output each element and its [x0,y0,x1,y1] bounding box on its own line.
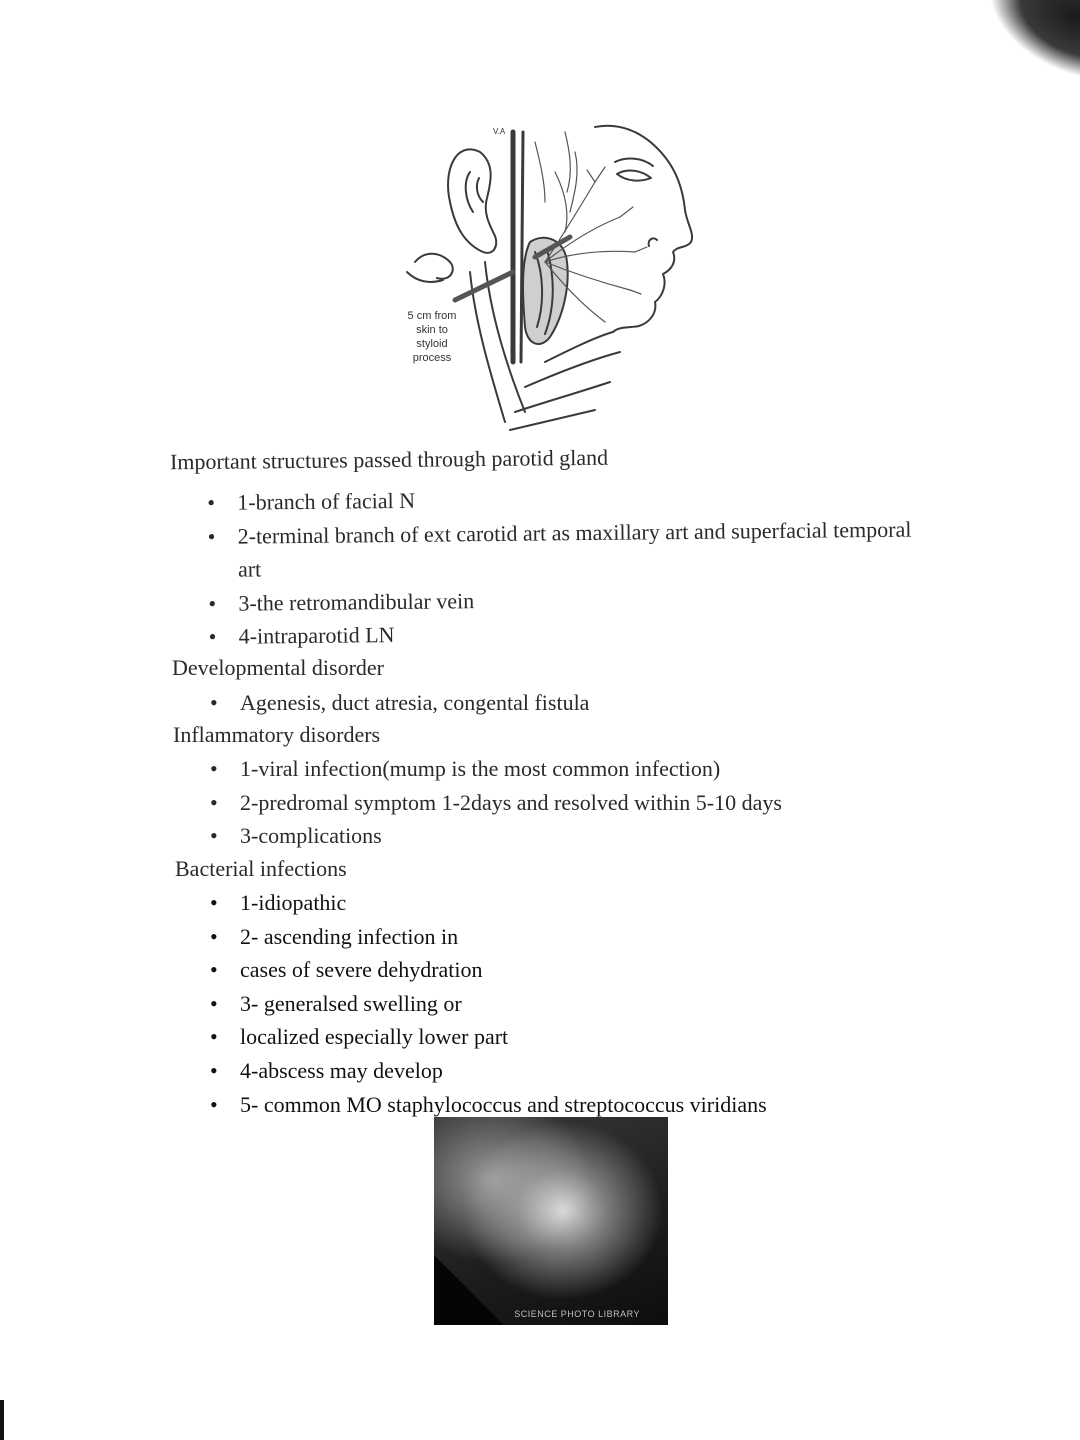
figure-label: 5 cm from skin to styloid process [407,310,457,364]
list-item: • 3-complications [210,819,910,853]
page-edge-mark [0,1400,4,1440]
page-corner-shadow [969,0,1080,84]
list-inflammatory-disorders [210,752,910,853]
list-item: • 1-branch of facial N [207,478,967,520]
parotid-anatomy-illustration [395,112,695,437]
list-item: • 4-abscess may develop [210,1054,930,1088]
list-item: • 1-viral infection(mump is the most common infection) [210,752,910,786]
list-developmental-disorder [210,686,910,720]
list-parotid-structures [207,478,969,654]
heading-inflammatory-disorders: Inflammatory disorders [173,722,381,747]
list-item: • cases of severe dehydration [210,953,930,987]
list-item: • localized especially lower part [210,1020,930,1054]
list-item: • 5- common MO staphylococcus and streptococcus viridians [210,1088,930,1122]
list-bacterial-infections [210,886,930,1121]
heading-bacterial-infections: Bacterial infections [175,856,347,881]
parotid-swelling-photo [434,1117,668,1325]
list-item: • 3-the retromandibular vein [208,579,968,621]
list-item: • 4-intraparotid LN [209,612,969,654]
heading-parotid-structures: Important structures passed through parotid gland [169,444,609,475]
list-item: • 1-idiopathic [210,886,930,920]
photo-credit: SCIENCE PHOTO LIBRARY [514,1309,640,1319]
list-item: • 2-predromal symptom 1-2days and resolved within 5-10 days [210,786,910,820]
list-item: • 2- ascending infection in [210,920,930,954]
photo-dark-corner [434,1255,504,1325]
heading-developmental-disorder: Developmental disorder [172,655,384,680]
list-item: • 3- generalsed swelling or [210,987,930,1021]
figure-top-mark: V.A [493,127,506,136]
list-item: • 2-terminal branch of ext carotid art as maxillary art and superfacial temporal art [207,512,938,587]
list-item: • Agenesis, duct atresia, congental fistula [210,686,910,720]
